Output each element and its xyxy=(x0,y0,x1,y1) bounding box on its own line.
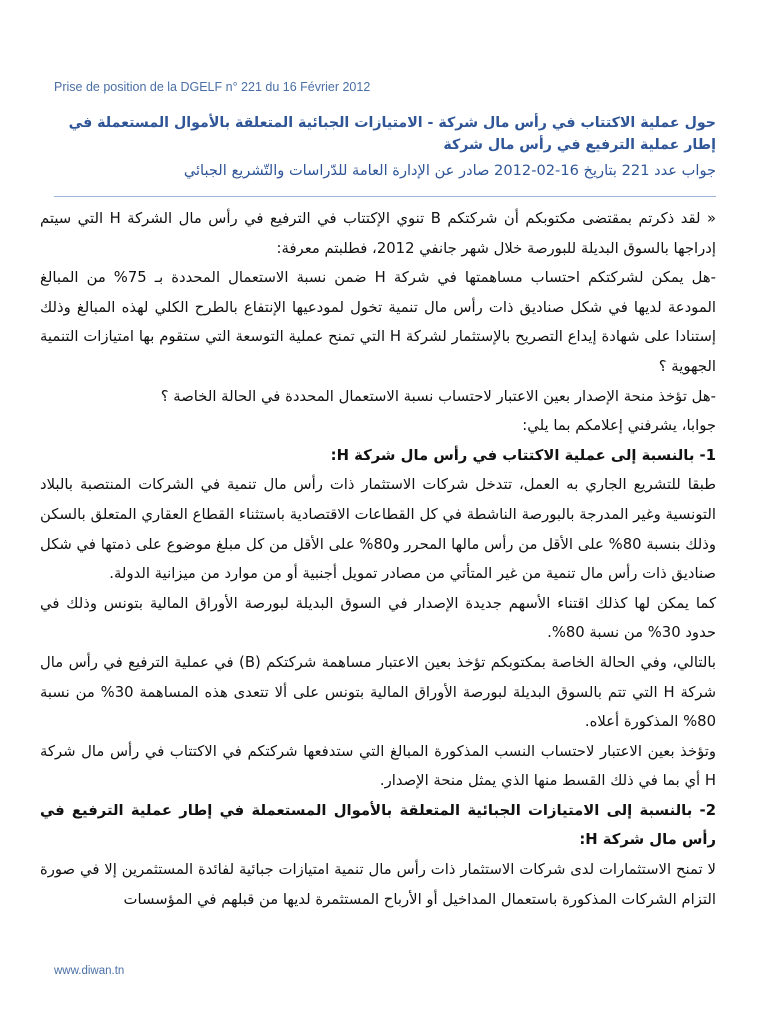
paragraph-legislation: طبقا للتشريع الجاري به العمل، تتدخل شركات الاستثمار ذات رأس مال تنمية في الشركات المنتصبة بالبلاد التونسية وغير المدرجة بالبورصة الناشطة في كل القطاعات الاقتصادية باستثناء القطاع العقاري المتعلق بالسكن وذلك بنسبة 80% على الأقل من رأس مالها المحرر و80% على الأقل من كل مبلغ موضوع على ذمتها في شكل صناديق ذات رأس مال تنمية من غير المتأتي من مصادر تمويل أجنبية أو من موارد من ميزانية الدولة. xyxy=(40,476,716,583)
header-divider xyxy=(54,196,716,197)
document-body xyxy=(40,204,716,914)
footer-website: www.diwan.tn xyxy=(54,965,125,977)
paragraph-request: « لقد ذكرتم بمقتضى مكتوبكم أن شركتكم B تنوي الإكتتاب في الترفيع في رأس مال الشركة H التي سيتم إدراجها بالسوق البديلة للبورصة خلال شهر جانفي 2012، فطلبتم معرفة: xyxy=(40,210,716,257)
paragraph-question-2: -هل تؤخذ منحة الإصدار بعين الاعتبار لاحتساب نسبة الاستعمال المحددة في الحالة الخاصة ؟ xyxy=(160,387,716,405)
document-subtitle: جواب عدد 221 بتاريخ 16-02-2012 صادر عن الإدارة العامة للدّراسات والتّشريع الجبائي xyxy=(183,162,716,179)
section-heading-1: 1- بالنسبة إلى عملية الاكتتاب في رأس مال شركة H: xyxy=(330,446,716,464)
section-heading-2: 2- بالنسبة إلى الامتيازات الجبائية المتعلقة بالأموال المستعملة في إطار عملية الترفيع في رأس مال شركة H: xyxy=(40,801,716,849)
paragraph-answer-intro: جوابا، يشرفني إعلامكم بما يلي: xyxy=(522,417,716,435)
paragraph-specific-case: بالتالي، وفي الحالة الخاصة بمكتوبكم تؤخذ بعين الاعتبار مساهمة شركتكم (B) في عملية الترفيع في رأس مال شركة H التي تتم بالسوق البديلة لبورصة الأوراق المالية بتونس على ألا تتعدى هذه المساهمة 30% من نسبة 80% المذكورة أعلاه. xyxy=(40,653,716,731)
paragraph-issue-premium: وتؤخذ بعين الاعتبار لاحتساب النسب المذكورة المبالغ التي ستدفعها شركتكم في الاكتتاب في رأس مال شركة H أي بما في ذلك القسط منها الذي يمثل منحة الإصدار. xyxy=(40,742,716,790)
paragraph-question-1: -هل يمكن لشركتكم احتساب مساهمتها في شركة H ضمن نسبة الاستعمال المحددة بـ 75% من المبالغ المودعة لديها في شكل صناديق ذات رأس مال تنمية تخول لمودعيها الإنتفاع بالطرح الكلي لهذه المبالغ وذلك إستنادا على شهادة إيداع التصريح بالإستثمار لشركة H التي تمنح عملية التوسعة التي ستقوم بها امتيازات التنمية الجهوية ؟ xyxy=(40,269,717,375)
document-reference: Prise de position de la DGELF n° 221 du 16 Février 2012 xyxy=(54,80,371,94)
document-title: حول عملية الاكتتاب في رأس مال شركة - الامتيازات الجبائية المتعلقة بالأموال المستعملة في إطار عملية الترفيع في رأس مال شركة xyxy=(68,115,716,153)
paragraph-alternative-market: كما يمكن لها كذلك اقتناء الأسهم جديدة الإصدار في السوق البديلة لبورصة الأوراق المالية بتونس وذلك في حدود 30% من نسبة 80%. xyxy=(40,594,716,642)
paragraph-tax-benefits: لا تمنح الاستثمارات لدى شركات الاستثمار ذات رأس مال تنمية امتيازات جبائية لفائدة المستثمرين إلا في صورة التزام الشركات المذكورة باستعمال المداخيل أو الأرباح المستثمرة لديها من قبلهم في المؤسسات xyxy=(40,861,716,908)
